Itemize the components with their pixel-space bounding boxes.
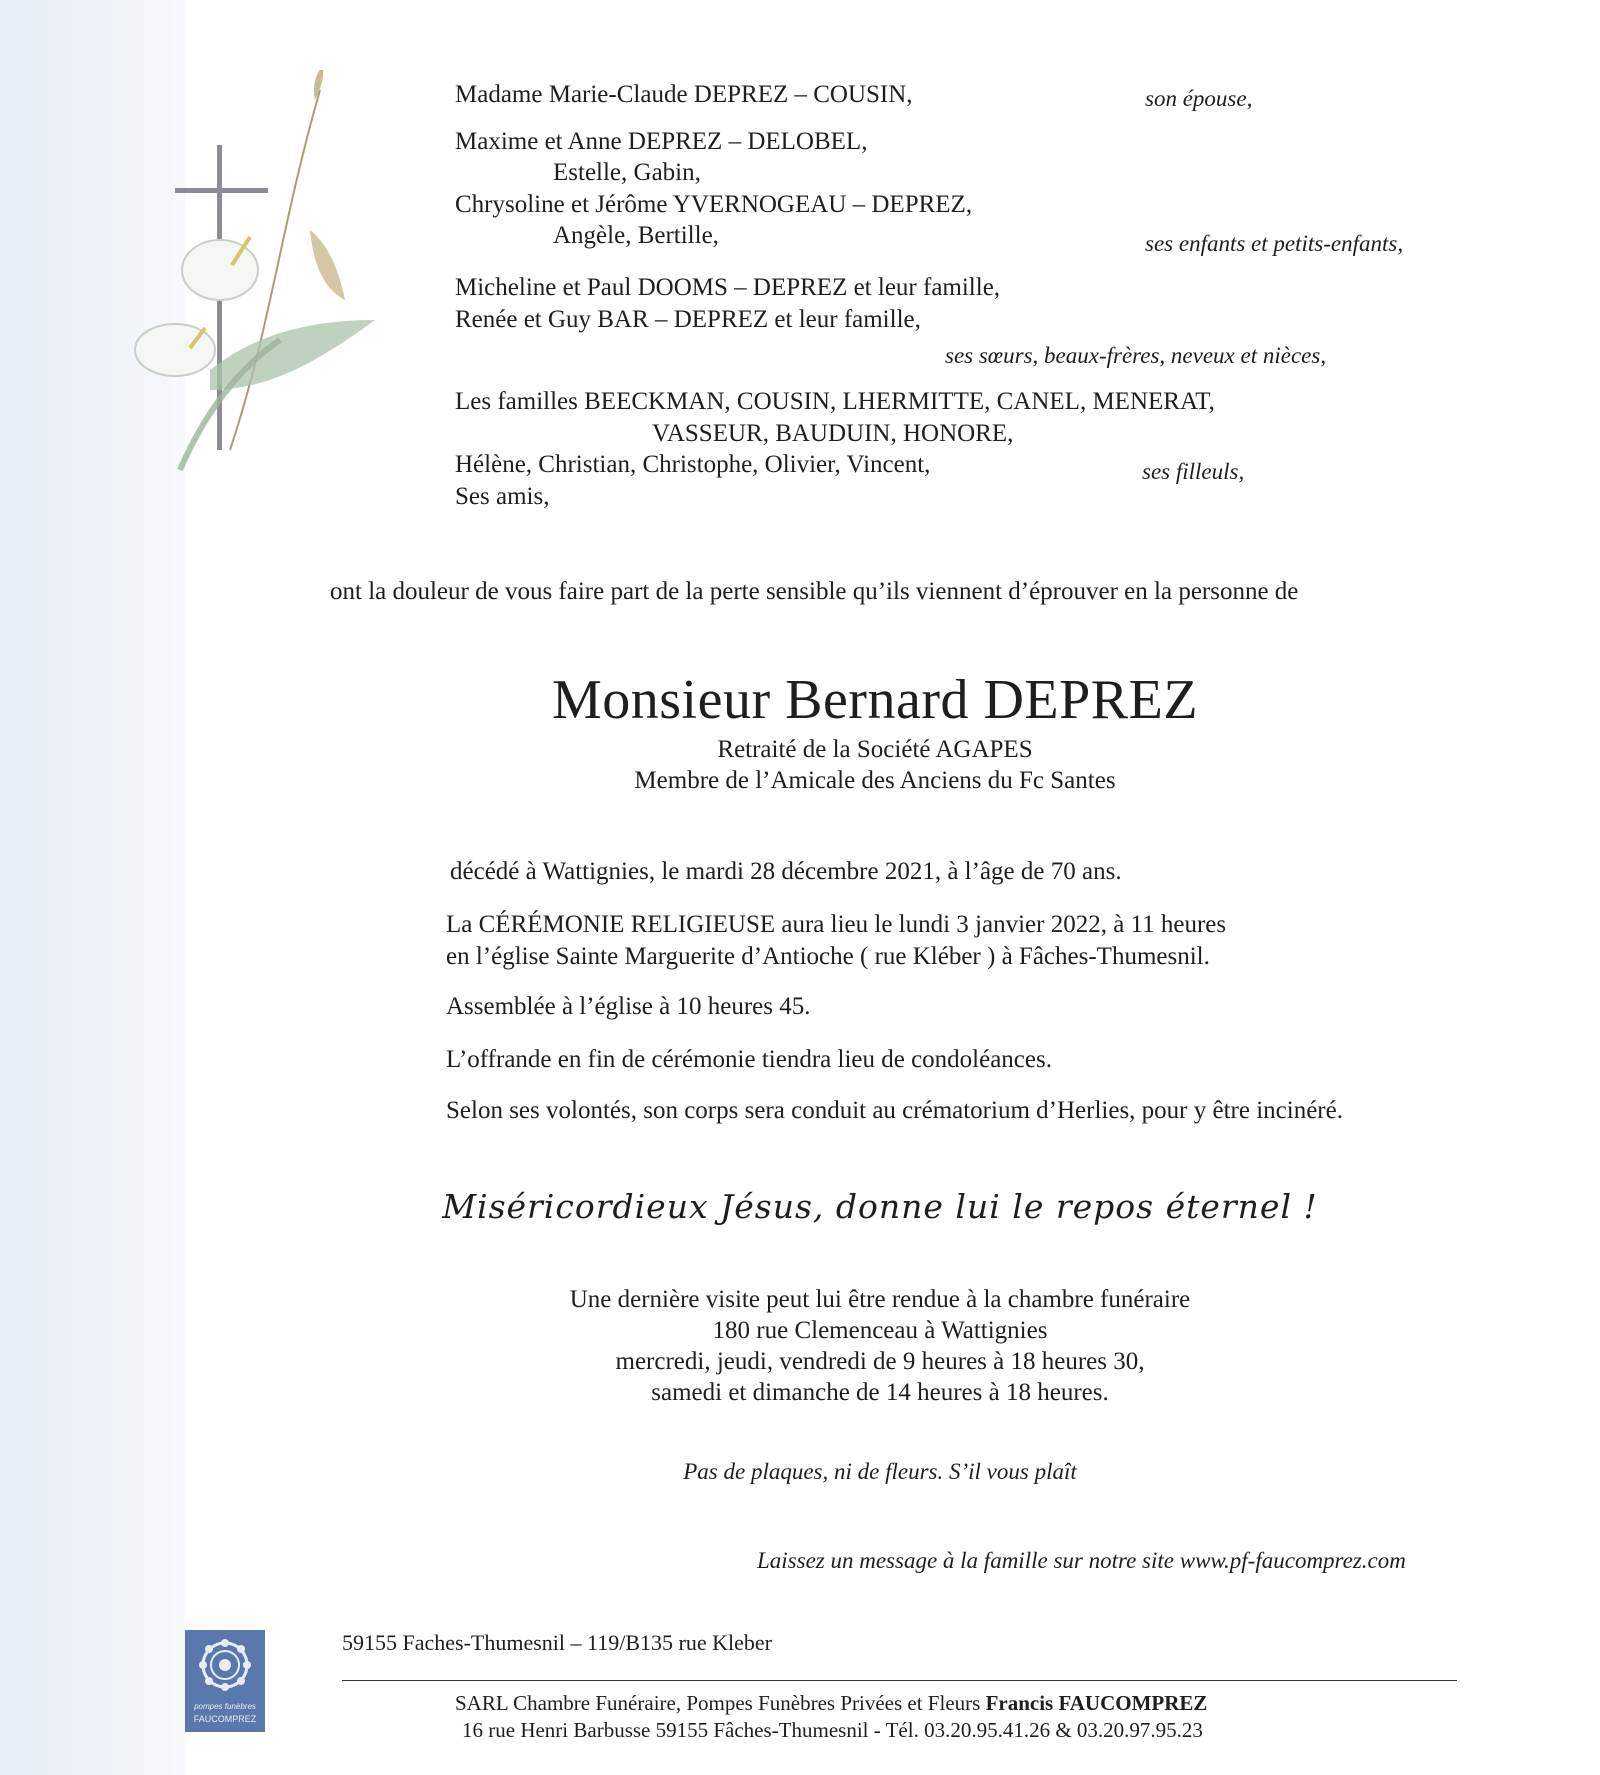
footer-company: [455, 1690, 1207, 1716]
family-children-role: ses enfants et petits-enfants,: [1145, 231, 1404, 256]
family-families-line1: Les familles BEECKMAN, COUSIN, LHERMITTE, CANEL, MENERAT,: [455, 388, 1215, 415]
detail-ceremony-1: La CÉRÉMONIE RELIGIEUSE aura lieu le lundi 3 janvier 2022, à 11 heures: [446, 911, 1227, 938]
visit-line-1: Une dernière visite peut lui être rendue à la chambre funéraire: [569, 1286, 1191, 1313]
logo-tagline: pompes funèbres: [194, 1702, 256, 1711]
family-sibling2: Renée et Guy BAR – DEPREZ et leur famille,: [455, 306, 921, 333]
family-friends: Ses amis,: [455, 483, 550, 510]
website-message: Laissez un message à la famille sur notre site www.pf-faucomprez.com: [757, 1548, 1406, 1573]
footer-contact: 16 rue Henri Barbusse 59155 Fâches-Thumesnil - Tél. 03.20.95.41.26 & 03.20.97.95.23: [462, 1718, 1203, 1742]
footer-address: 59155 Faches-Thumesnil – 119/B135 rue Kleber: [342, 1630, 772, 1655]
footer-divider: [342, 1680, 1457, 1681]
family-families-line2: VASSEUR, BAUDUIN, HONORE,: [652, 420, 1014, 447]
prayer-text: Miséricordieux Jésus, donne lui le repos éternel !: [442, 1187, 1318, 1226]
footer-company-name: Francis FAUCOMPREZ: [985, 1691, 1208, 1715]
detail-death: décédé à Wattignies, le mardi 28 décembre 2021, à l’âge de 70 ans.: [450, 858, 1122, 885]
family-spouse-name: Madame Marie-Claude DEPREZ – COUSIN,: [455, 81, 913, 108]
family-child2-kids: Angèle, Bertille,: [553, 222, 719, 249]
family-godchildren-role: ses filleuls,: [1142, 459, 1245, 484]
wheat-ear-2: [310, 230, 345, 300]
visit-line-3: mercredi, jeudi, vendredi de 9 heures à 18 heures 30,: [615, 1348, 1145, 1375]
family-godchildren: Hélène, Christian, Christophe, Olivier, Vincent,: [455, 451, 931, 478]
deceased-name: Monsieur Bernard DEPREZ: [551, 669, 1199, 731]
visit-line-4: samedi et dimanche de 14 heures à 18 heures.: [651, 1379, 1109, 1406]
family-sibling1: Micheline et Paul DOOMS – DEPREZ et leur famille,: [455, 274, 1001, 301]
detail-ceremony-2: en l’église Sainte Marguerite d’Antioche ( rue Kléber ) à Fâches-Thumesnil.: [446, 943, 1210, 970]
cross-horizontal: [175, 188, 268, 193]
family-siblings-role: ses sœurs, beaux-frères, neveux et nièces,: [945, 343, 1327, 368]
cross-lily-decoration: [120, 70, 410, 540]
family-child1: Maxime et Anne DEPREZ – DELOBEL,: [455, 128, 868, 155]
detail-offering: L’offrande en fin de cérémonie tiendra lieu de condoléances.: [446, 1046, 1052, 1073]
family-child2: Chrysoline et Jérôme YVERNOGEAU – DEPREZ,: [455, 191, 973, 218]
visit-line-2: 180 rue Clemenceau à Wattignies: [712, 1317, 1048, 1344]
detail-assembly: Assemblée à l’église à 10 heures 45.: [446, 993, 811, 1020]
announcement-text: ont la douleur de vous faire part de la perte sensible qu’ils viennent d’éprouver en la personne de: [330, 578, 1299, 605]
family-child1-kids: Estelle, Gabin,: [553, 159, 701, 186]
lily-flower: [182, 240, 258, 300]
deceased-role-1: Retraité de la Société AGAPES: [717, 736, 1033, 763]
family-spouse-role: son épouse,: [1145, 86, 1253, 111]
no-flowers-note: Pas de plaques, ni de fleurs. S’il vous plaît: [683, 1459, 1077, 1484]
deceased-role-2: Membre de l’Amicale des Anciens du Fc Santes: [634, 767, 1116, 794]
logo-name: FAUCOMPREZ: [193, 1714, 257, 1724]
detail-cremation: Selon ses volontés, son corps sera conduit au crématorium d’Herlies, pour y être incinéré.: [446, 1097, 1343, 1124]
rosette-icon: [185, 1630, 265, 1700]
footer-company-prefix: SARL Chambre Funéraire, Pompes Funèbres Privées et Fleurs: [455, 1691, 981, 1715]
company-logo: [185, 1630, 265, 1732]
